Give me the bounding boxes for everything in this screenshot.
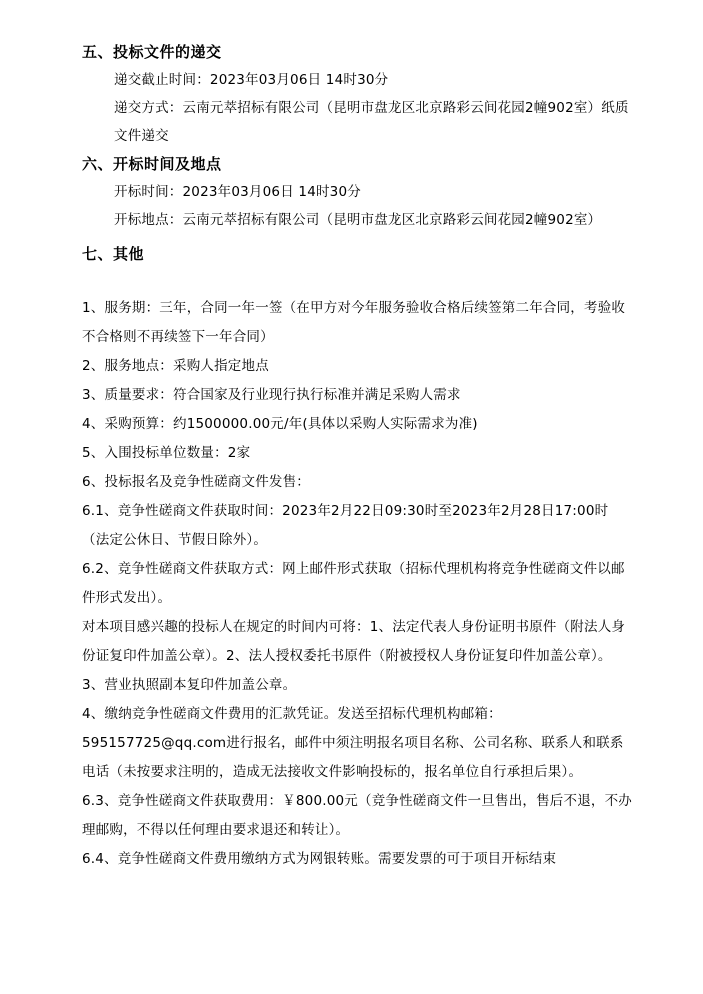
- other-item-6-3: 6.3、竞争性磋商文件获取费用：￥800.00元（竞争性磋商文件一旦售出，售后不退，不办理邮购，不得以任何理由要求退还和转让）。: [82, 793, 633, 838]
- section-six-heading: 六、开标时间及地点: [82, 155, 222, 173]
- other-item-5: 5、入围投标单位数量：2家: [82, 445, 251, 461]
- section-seven-heading: 七、其他: [82, 245, 145, 263]
- section-five-line-1: 递交截止时间：2023年03月06日 14时30分: [114, 72, 389, 88]
- other-item-6: 6、投标报名及竞争性磋商文件发售：: [82, 474, 310, 490]
- other-item-6-2: 6.2、竞争性磋商文件获取方式：网上邮件形式获取（招标代理机构将竞争性磋商文件以邮件形式发出）。: [82, 561, 625, 606]
- section-six: [82, 150, 633, 234]
- section-six-line-2: 开标地点：云南元萃招标有限公司（昆明市盘龙区北京路彩云间花园2幢902室）: [114, 212, 602, 228]
- other-item-1: 1、服务期：三年，合同一年一签（在甲方对今年服务验收合格后续签第二年合同，考验收不合格则不再续签下一年合同）: [82, 300, 626, 345]
- other-item-6-4: 6.4、竞争性磋商文件费用缴纳方式为网银转账。需要发票的可于项目开标结束: [82, 851, 557, 867]
- section-five-line-2: 递交方式：云南元萃招标有限公司（昆明市盘龙区北京路彩云间花园2幢902室）纸质文件递交: [114, 100, 629, 144]
- section-five-heading: 五、投标文件的递交: [82, 43, 222, 61]
- other-item-2: 2、服务地点：采购人指定地点: [82, 358, 269, 374]
- other-item-payment-proof: 4、缴纳竞争性磋商文件费用的汇款凭证。发送至招标代理机构邮箱：595157725@qq.com进行报名，邮件中须注明报名项目名称、公司名称、联系人和联系电话（未按要求注明的，造成无法接收文件影响投标的，报名单位自行承担后果）。: [82, 706, 624, 780]
- section-five: [82, 38, 633, 150]
- section-six-line-1: 开标时间：2023年03月06日 14时30分: [114, 184, 361, 200]
- section-seven: [82, 240, 633, 268]
- other-item-4: 4、采购预算：约1500000.00元/年(具体以采购人实际需求为准): [82, 416, 478, 432]
- other-items-list: [82, 294, 633, 874]
- other-item-interest-note: 对本项目感兴趣的投标人在规定的时间内可将：1、法定代表人身份证明书原件（附法人身份证复印件加盖公章）。2、法人授权委托书原件（附被授权人身份证复印件加盖公章）。3、营业执照副本复印件加盖公章。: [82, 619, 626, 693]
- spacer: [82, 268, 633, 294]
- other-item-6-1: 6.1、竞争性磋商文件获取时间：2023年2月22日09:30时至2023年2月28日17:00时（法定公休日、节假日除外）。: [82, 503, 609, 548]
- other-item-3: 3、质量要求：符合国家及行业现行执行标准并满足采购人需求: [82, 387, 461, 403]
